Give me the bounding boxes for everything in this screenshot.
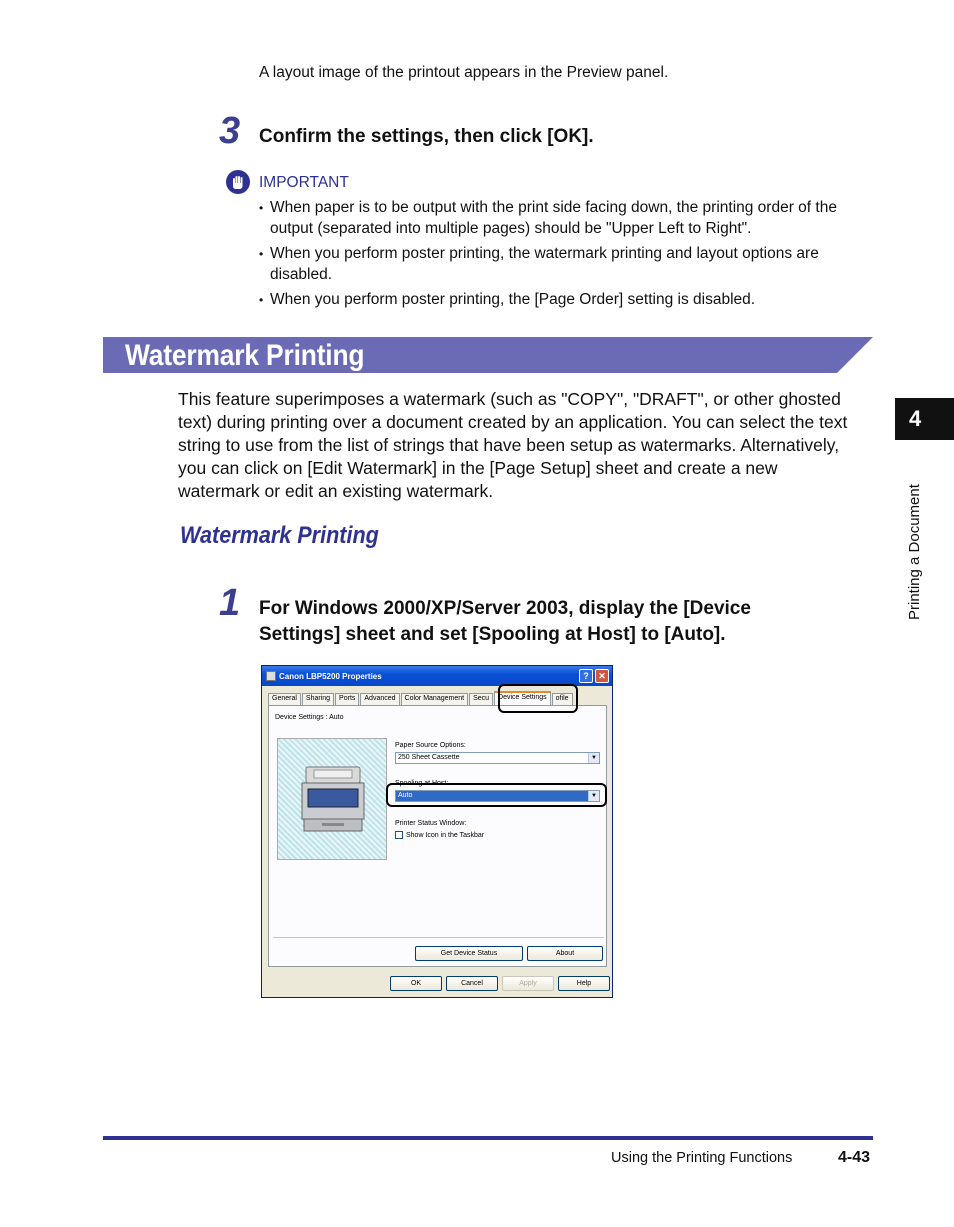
paper-source-label: Paper Source Options: <box>395 742 466 749</box>
close-icon[interactable]: ✕ <box>595 669 609 683</box>
footer-section: Using the Printing Functions <box>611 1150 793 1166</box>
device-settings-panel <box>268 705 607 967</box>
help-icon[interactable]: ? <box>579 669 593 683</box>
panel-caption: Device Settings : Auto <box>275 714 344 721</box>
tab-color-management[interactable]: Color Management <box>401 693 469 706</box>
paper-source-value: 250 Sheet Cassette <box>398 754 460 761</box>
step-1-number: 1 <box>219 582 241 624</box>
dialog-titlebar <box>262 666 612 686</box>
device-settings-highlight <box>498 684 578 713</box>
properties-dialog <box>261 665 613 998</box>
chevron-down-icon[interactable]: ▼ <box>588 791 599 801</box>
printer-app-icon <box>266 671 276 681</box>
footer-rule <box>103 1136 873 1140</box>
spooling-value: Auto <box>398 792 413 799</box>
important-item: • When you perform poster printing, the watermark printing and layout options are disabled. <box>259 244 874 285</box>
printer-image-icon <box>300 765 366 835</box>
intro-text: A layout image of the printout appears in the Preview panel. <box>259 64 669 81</box>
spooling-label: Spooling at Host: <box>395 780 449 787</box>
apply-button[interactable]: Apply <box>502 976 554 991</box>
chapter-title: Printing a Document <box>906 484 923 620</box>
paper-source-select[interactable] <box>395 752 600 764</box>
ok-button[interactable]: OK <box>390 976 442 991</box>
taskbar-checkbox-label: Show Icon in the Taskbar <box>406 831 485 839</box>
important-item: • When you perform poster printing, the [Page Order] setting is disabled. <box>259 290 874 311</box>
help-button[interactable]: Help <box>558 976 610 991</box>
panel-divider <box>273 937 604 938</box>
important-label: IMPORTANT <box>259 174 349 191</box>
status-window-label: Printer Status Window: <box>395 820 467 827</box>
dialog-title: Canon LBP5200 Properties <box>279 671 382 681</box>
page-number: 4-43 <box>838 1149 871 1166</box>
step-3-text: Confirm the settings, then click [OK]. <box>259 126 594 147</box>
section-title: Watermark Printing <box>125 339 365 372</box>
tab-advanced[interactable]: Advanced <box>360 693 399 706</box>
tab-security[interactable]: Secu <box>469 693 493 706</box>
taskbar-checkbox[interactable] <box>395 831 484 839</box>
step-3-number: 3 <box>219 110 241 152</box>
section-banner <box>103 337 873 373</box>
cancel-button[interactable]: Cancel <box>446 976 498 991</box>
step-1-text: For Windows 2000/XP/Server 2003, display the [Device Settings] sheet and set [Spooling at Host] to [Auto]. <box>259 598 751 645</box>
important-item: • When paper is to be output with the print side facing down, the printing order of the output (separated into multiple pages) should be "Upper Left to Right". <box>259 198 874 239</box>
chevron-down-icon[interactable]: ▼ <box>588 753 599 763</box>
tab-device-settings[interactable]: Device Settings <box>494 691 551 707</box>
get-device-status-button[interactable]: Get Device Status <box>415 946 523 961</box>
checkbox-box[interactable] <box>395 831 403 839</box>
tab-sharing[interactable]: Sharing <box>302 693 334 706</box>
subheading: Watermark Printing <box>180 522 379 549</box>
printer-preview <box>277 738 387 860</box>
section-body: This feature superimposes a watermark (such as "COPY", "DRAFT", or other ghosted text) during printing over a document created by an application. You can select the text string to use from the list of strings that have been setup as watermarks. Alternatively, you can click on [Edit Watermark] in the [Page Setup] sheet and create a new watermark or edit an existing watermark. <box>178 389 848 501</box>
important-hand-icon <box>226 170 250 194</box>
tab-ports[interactable]: Ports <box>335 693 359 706</box>
important-list <box>259 198 874 316</box>
tab-profile[interactable]: ofile <box>552 693 573 706</box>
chapter-tab: 4 <box>895 398 954 440</box>
spooling-highlight <box>386 783 607 807</box>
tab-general[interactable]: General <box>268 693 301 706</box>
about-button[interactable]: About <box>527 946 603 961</box>
